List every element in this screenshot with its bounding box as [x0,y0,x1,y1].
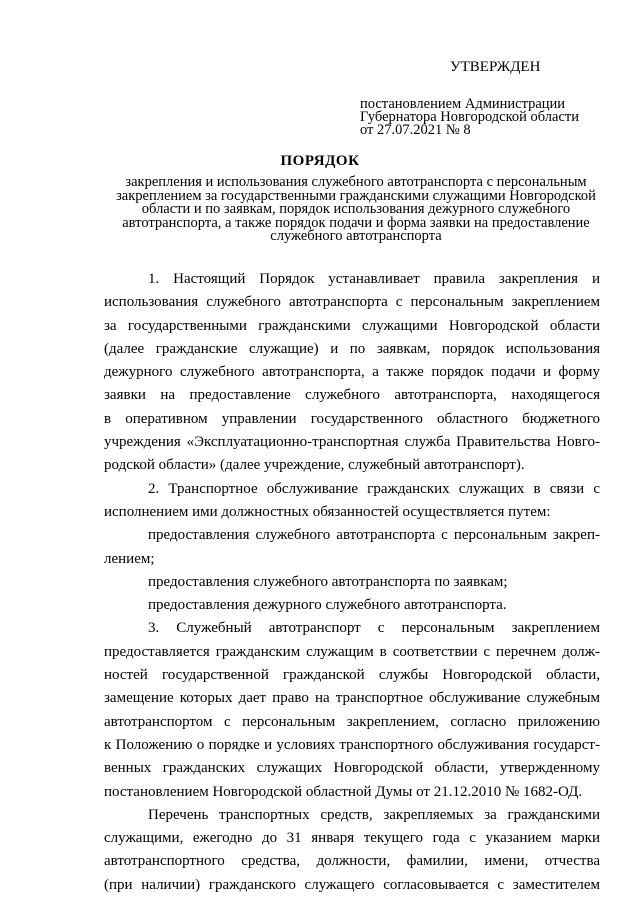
body-line: предоставления служебного автотранспорта по заявкам; [148,573,508,590]
document-body [104,268,600,897]
body-line: предоставления дежурного служебного автотранспорта. [148,597,507,614]
subtitle-line: области и по заявкам, порядок использования дежурного служебного [141,201,571,217]
body-line: автотранспортного средства, должности, фамилии, имени, отчества [104,853,600,870]
subtitle-line: закрепления и использования служебного автотранспорта с персональным [125,174,587,190]
subtitle-line: служебного автотранспорта [270,228,442,244]
subtitle-line: закреплением за государственными гражданскими служащими Новгородской [116,187,596,204]
body-line: лением; [104,550,155,567]
body-line: 1. Настоящий Порядок устанавливает правила закрепления и [148,271,600,287]
body-line: служащими, ежегодно до 31 января текущего года с указанием марки [104,830,600,847]
body-line: постановлением Новгородской областной Думы от 21.12.2010 № 1682-ОД. [104,783,583,800]
body-line: (далее гражданские служащие) и по заявкам, порядок использования [104,340,600,357]
body-line: (при наличии) гражданского служащего согласовывается с заместителем [104,876,600,893]
approval-heading: УТВЕРЖДЕН [450,59,541,75]
body-line: 2. Транспортное обслуживание гражданских служащих в связи с [148,480,600,497]
body-line: заявки на предоставление служебного автотранспорта, находящегося [104,387,600,404]
approval-line: Губернатора Новгородской области [360,109,580,125]
body-line: предоставления служебного автотранспорта с персональным закреп- [148,527,600,544]
body-line: учреждения «Эксплуатационно-транспортная служба Правительства Новго- [104,434,600,451]
body-line: 3. Служебный автотранспорт с персональным закреплением [148,620,600,637]
body-line: замещение которых дает право на транспортное обслуживание служебным [104,690,600,707]
body-line: к Положению о порядке и условиях транспортного обслуживания государст- [104,736,600,753]
body-line: исполнением ими должностных обязанностей осуществляется путем: [104,503,551,520]
document-title: ПОРЯДОК [280,153,360,169]
body-line: автотранспортом с персональным закреплением, согласно приложению [104,713,600,730]
body-line: венных гражданских служащих Новгородской области, утвержденному [104,760,600,777]
body-line: Перечень транспортных средств, закрепляемых за гражданскими [148,806,600,823]
body-line: дежурного служебного автотранспорта, а также порядок подачи и форму [104,364,600,381]
subtitle-line: автотранспорта, а также порядок подачи и форма заявки на предоставление [122,214,590,231]
body-line: за государственными гражданскими служащими Новгородской области [104,317,600,334]
document-subtitle [100,176,612,244]
body-line: ностей государственной гражданской службы Новгородской области, [104,667,600,684]
approval-block [360,58,620,137]
approval-line: от 27.07.2021 № 8 [360,122,471,138]
body-line: предоставляется гражданским служащим в соответствии с перечнем долж- [104,643,600,660]
body-line: родской области» (далее учреждение, служебный автотранспорт). [104,457,525,474]
body-line: использования служебного автотранспорта с персональным закреплением [104,294,600,311]
approval-line: постановлением Администрации [360,96,566,112]
body-line: в оперативном управлении государственного областного бюджетного [104,410,600,427]
